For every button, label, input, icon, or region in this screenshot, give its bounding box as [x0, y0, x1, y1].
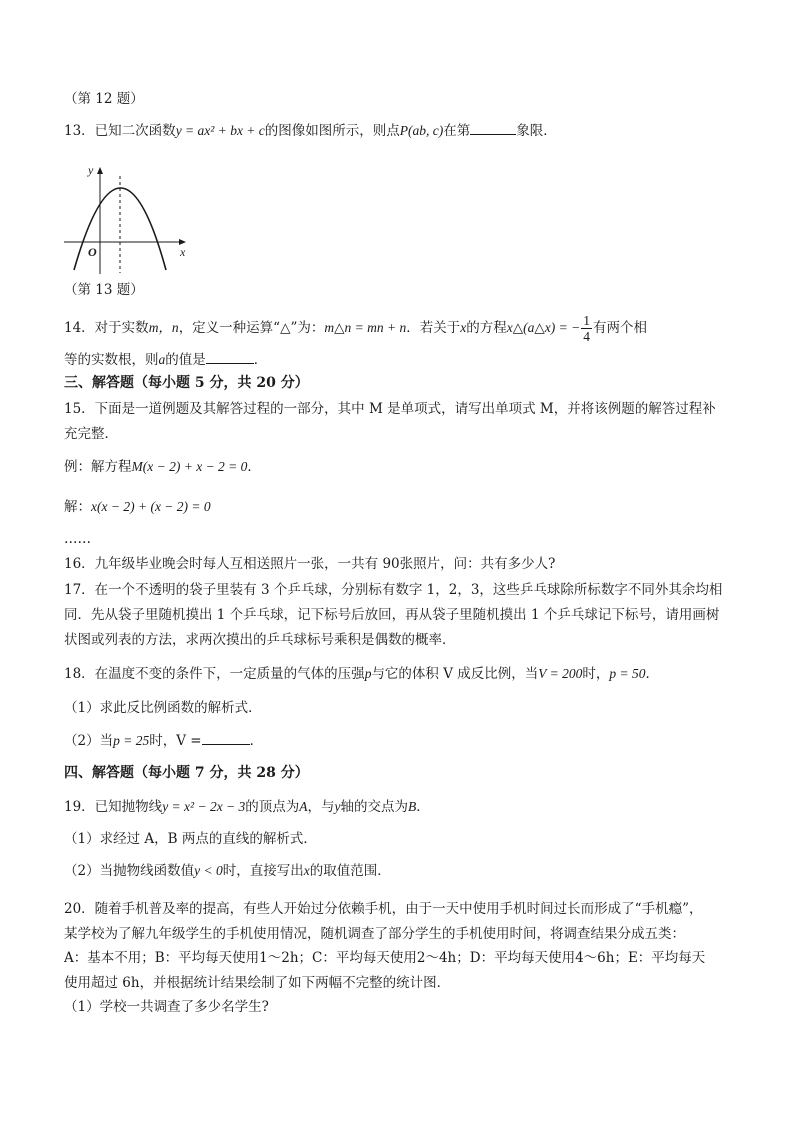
- q14-mid2: ．若关于: [406, 320, 461, 336]
- q18-prefix: 18．在温度不变的条件下，一定质量的气体的压强: [64, 666, 365, 682]
- q13-end: 象限．: [516, 123, 557, 139]
- q19-sub2-mid: 时，直接写出: [222, 863, 304, 879]
- q18-cond2: p = 50: [609, 666, 646, 681]
- q14-mid3: 的方程: [466, 320, 507, 336]
- q14-fraction: [581, 313, 592, 344]
- q13-parabola-graph: [62, 156, 192, 276]
- q18-sub2: [64, 730, 263, 751]
- q19-mid3: 轴的交点为: [340, 799, 409, 815]
- q15-example-prefix: 例：解方程: [64, 459, 132, 475]
- q14-mid1: ，定义一种运算“△”为：: [178, 320, 325, 336]
- q13-question: [64, 120, 557, 141]
- section4-title: 四、解答题（每小题 7 分，共 28 分）: [64, 765, 309, 781]
- q14-line2-prefix: 等的实数根，则: [64, 352, 159, 368]
- q18-end: ．: [645, 666, 660, 682]
- q15-solution-eq: x(x − 2) + (x − 2) = 0: [91, 499, 211, 514]
- q13-answer-blank[interactable]: [470, 120, 516, 135]
- q20-line4: 使用超过 6h，并根据统计结果绘制了如下两幅不完整的统计图．: [64, 975, 451, 991]
- q18-sub2-mid: 时，: [149, 733, 177, 749]
- q19-mid2: ，与: [307, 799, 335, 815]
- q14-frac-num: 1: [583, 313, 590, 328]
- q18-sub2-prefix: （2）当: [64, 733, 114, 749]
- q14-frac-den: 4: [583, 329, 590, 344]
- q19-sub2-prefix: （2）当抛物线函数值: [64, 863, 195, 879]
- q20-line3: A：基本不用；B：平均每天使用1～2h；C：平均每天使用2～4h；D：平均每天使用4～6h；E：平均每天: [64, 950, 706, 966]
- q14-answer-blank[interactable]: [206, 349, 254, 364]
- q13-point: P(ab, c): [399, 123, 444, 138]
- q14-a: a: [158, 352, 166, 367]
- q15-example-eq: M(x − 2) + x − 2 = 0: [131, 459, 248, 474]
- q14-line2-suffix: 的值是: [165, 352, 206, 368]
- q15-example: [64, 457, 261, 477]
- q18-p: p: [364, 666, 372, 681]
- q15-ellipsis: ……: [64, 531, 91, 547]
- q13-mid: 的图像如图所示，则点: [264, 123, 400, 139]
- q19-sub1: （1）求经过 A，B 两点的直线的解析式．: [64, 831, 317, 847]
- q18-sub2-end: ．: [249, 733, 264, 749]
- q20-line1: 20．随着手机普及率的提高，有些人开始过分依赖手机，由于一天中使用手机时间过长而形成了“手机瘾”，: [64, 901, 703, 917]
- q18-sub1: （1）求此反比例函数的解析式．: [64, 700, 262, 716]
- q19-formula: y = x² − 2x − 3: [162, 799, 246, 814]
- q18-mid: 与它的体积 V 成反比例，当: [371, 666, 539, 682]
- q16-text: 16．九年级毕业晚会时每人互相送照片一张，一共有 90张照片，问：共有多少人?: [64, 556, 556, 572]
- q19-end: ．: [416, 799, 430, 815]
- q20-sub1: （1）学校一共调查了多少名学生?: [64, 999, 269, 1015]
- q13-caption: （第 13 题）: [64, 282, 144, 298]
- q19-B: B: [408, 799, 417, 814]
- q18-sub2-cond: p = 25: [113, 733, 150, 748]
- q17-line3: 状图或列表的方法，求两次摸出的乒乓球标号乘积是偶数的概率．: [64, 632, 456, 648]
- q18-answer-blank[interactable]: [202, 730, 250, 745]
- q19-y: y: [334, 799, 341, 814]
- y-axis-arrow: [97, 167, 103, 174]
- q15-solution-prefix: 解：: [64, 499, 91, 515]
- q19-question: [64, 797, 430, 817]
- x-axis-label: x: [180, 245, 186, 259]
- q14-equation: x△(a△x) = −: [506, 320, 581, 335]
- q13-suffix: 在第: [443, 123, 471, 139]
- q19-sub2-cond: y < 0: [194, 863, 223, 878]
- q15-line1: 15．下面是一道例题及其解答过程的一部分，其中 M 是单项式，请写出单项式 M，并将该例题的解答过程补: [64, 401, 716, 417]
- q12-caption: （第 12 题）: [64, 91, 144, 107]
- q14-end1: 有两个相: [592, 320, 647, 336]
- q14-x: x: [460, 320, 467, 335]
- q19-sub2-end: 的取值范围．: [309, 863, 391, 879]
- q14-prefix: 14．对于实数: [64, 320, 149, 336]
- q13-formula: y = ax² + bx + c: [175, 123, 265, 138]
- q14-line2: [64, 349, 267, 370]
- q14-definition: m△n = mn + n: [324, 320, 407, 335]
- q15-example-end: ．: [247, 459, 261, 475]
- section3-title: 三、解答题（每小题 5 分，共 20 分）: [64, 375, 309, 391]
- q18-mid2: 时，: [582, 666, 610, 682]
- origin-label: O: [88, 245, 97, 259]
- q17-line2: 同．先从袋子里随机摸出 1 个乒乓球，记下标号后放回，再从袋子里随机摸出 1 个乒乓球记下标号，请用画树: [64, 607, 720, 623]
- q19-A: A: [299, 799, 308, 814]
- q19-prefix: 19．已知抛物线: [64, 799, 163, 815]
- q18-question: [64, 664, 659, 684]
- q19-sub2-x: x: [303, 863, 310, 878]
- q19-sub2: [64, 861, 391, 881]
- y-axis-label: y: [88, 163, 94, 177]
- q13-prefix: 13．已知二次函数: [64, 123, 176, 139]
- q20-line2: 某学校为了解九年级学生的手机使用情况，随机调查了部分学生的手机使用时间，将调查结果分成五类：: [64, 926, 685, 942]
- q17-line1: 17．在一个不透明的袋子里装有 3 个乒乓球，分别标有数字 1，2，3，这些乒乓球除所标数字不同外其余均相: [64, 582, 723, 598]
- q14-vars: m，n: [148, 320, 179, 335]
- q15-solution: [64, 497, 211, 517]
- q15-line2: 充完整．: [64, 426, 118, 442]
- q18-cond1: V = 200: [538, 666, 583, 681]
- q18-sub2-v: V =: [176, 733, 202, 749]
- q19-mid: 的顶点为: [245, 799, 300, 815]
- q14-line1: [64, 313, 647, 344]
- q14-line2-end: ．: [253, 352, 268, 368]
